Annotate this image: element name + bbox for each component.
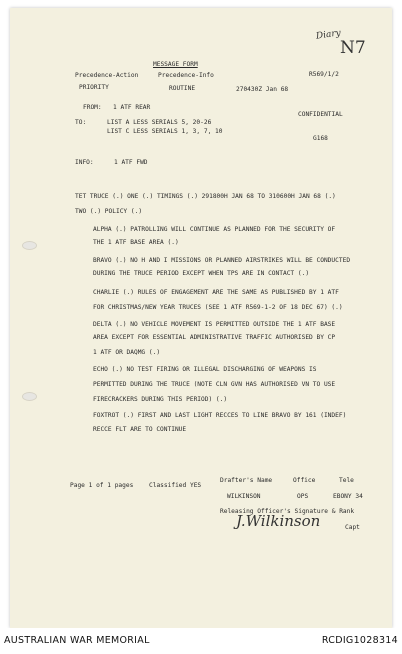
archive-name: AUSTRALIAN WAR MEMORIAL bbox=[4, 635, 150, 646]
date-time-group: 270430Z Jan 68 bbox=[236, 86, 289, 93]
archive-id: RCDIG1028314 bbox=[321, 635, 398, 646]
body-line: FOR CHRISTMAS/NEW YEAR TRUCES (SEE 1 ATF R569-1-2 OF 18 DEC 67) (.) bbox=[93, 304, 343, 311]
form-title: MESSAGE FORM bbox=[153, 61, 198, 68]
body-line: BRAVO (.) NO H AND I MISSIONS OR PLANNED AIRSTRIKES WILL BE CONDUCTED bbox=[93, 257, 351, 264]
punch-hole bbox=[22, 241, 37, 250]
classification: CONFIDENTIAL bbox=[298, 111, 343, 118]
rank: Capt bbox=[345, 524, 360, 531]
body-line: CHARLIE (.) RULES OF ENGAGEMENT ARE THE SAME AS PUBLISHED BY 1 ATF bbox=[93, 289, 339, 296]
message-serial: G168 bbox=[313, 135, 328, 142]
signature: J.Wilkinson bbox=[236, 512, 321, 530]
body-line: PERMITTED DURING THE TRUCE (NOTE CLN GVN HAS AUTHORISED VN TO USE bbox=[93, 381, 336, 388]
archive-footer bbox=[0, 628, 402, 654]
releasing-officer-label: Releasing Officer's Signature & Rank bbox=[220, 508, 355, 515]
body-line: AREA EXCEPT FOR ESSENTIAL ADMINISTRATIVE TRAFFIC AUTHORISED BY CP bbox=[93, 334, 336, 341]
to-value-1: LIST A LESS SERIALS 5, 20-26 bbox=[107, 119, 212, 126]
page-count: Page 1 of 1 pages bbox=[70, 482, 134, 489]
precedence-info-label: Precedence-Info bbox=[158, 72, 214, 79]
precedence-info-value: ROUTINE bbox=[169, 85, 196, 92]
body-line: FOXTROT (.) FIRST AND LAST LIGHT RECCES TO LINE BRAVO BY 161 (INDEF) bbox=[93, 412, 347, 419]
body-line: TET TRUCE (.) ONE (.) TIMINGS (.) 291800H JAN 68 TO 310600H JAN 68 (.) bbox=[75, 193, 336, 200]
to-value-2: LIST C LESS SERIALS 1, 3, 7, 10 bbox=[107, 128, 223, 135]
office-value: OPS bbox=[297, 493, 309, 500]
precedence-action-value: PRIORITY bbox=[79, 84, 109, 91]
info-value: 1 ATF FWD bbox=[114, 159, 148, 166]
body-line: TWO (.) POLICY (.) bbox=[75, 208, 143, 215]
to-label: TO: bbox=[75, 119, 87, 126]
document-page bbox=[10, 8, 392, 628]
body-line: ECHO (.) NO TEST FIRING OR ILLEGAL DISCHARGING OF WEAPONS IS bbox=[93, 366, 317, 373]
body-line: ALPHA (.) PATROLLING WILL CONTINUE AS PLANNED FOR THE SECURITY OF bbox=[93, 226, 336, 233]
body-line: DELTA (.) NO VEHICLE MOVEMENT IS PERMITTED OUTSIDE THE 1 ATF BASE bbox=[93, 321, 336, 328]
body-line: RECCE FLT ARE TO CONTINUE bbox=[93, 426, 187, 433]
classified-flag: Classified YES bbox=[149, 482, 202, 489]
tele-value: EBONY 34 bbox=[333, 493, 363, 500]
office-label: Office bbox=[293, 477, 316, 484]
body-line: 1 ATF OR DAQMG (.) bbox=[93, 349, 161, 356]
drafter-name: WILKINSON bbox=[227, 493, 261, 500]
from-value: 1 ATF REAR bbox=[113, 104, 151, 111]
precedence-action-label: Precedence-Action bbox=[75, 72, 139, 79]
body-line: THE 1 ATF BASE AREA (.) bbox=[93, 239, 179, 246]
from-label: FROM: bbox=[83, 104, 102, 111]
body-line: FIRECRACKERS DURING THIS PERIOD) (.) bbox=[93, 396, 228, 403]
handwritten-annotation-number: N7 bbox=[340, 38, 366, 58]
drafter-label: Drafter's Name bbox=[220, 477, 273, 484]
file-reference: R569/1/2 bbox=[309, 71, 339, 78]
handwritten-annotation-diary: Diary bbox=[315, 28, 342, 42]
info-label: INFO: bbox=[75, 159, 94, 166]
body-line: DURING THE TRUCE PERIOD EXCEPT WHEN TPS ARE IN CONTACT (.) bbox=[93, 270, 310, 277]
tele-label: Tele bbox=[339, 477, 354, 484]
punch-hole bbox=[22, 392, 37, 401]
